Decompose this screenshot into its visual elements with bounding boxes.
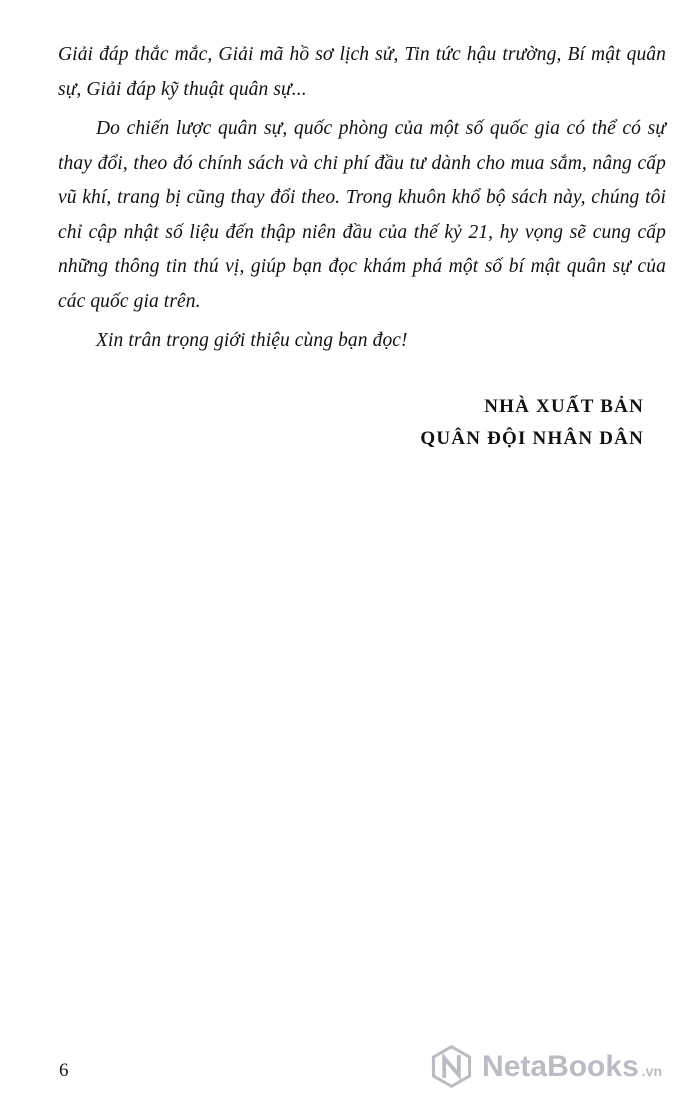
paragraph-closing: Xin trân trọng giới thiệu cùng bạn đọc! xyxy=(96,330,408,351)
publisher-line-2: QUÂN ĐỘI NHÂN DÂN xyxy=(420,427,644,449)
publisher-line-1: NHÀ XUẤT BẢN xyxy=(484,395,644,417)
paragraph-intro: Giải đáp thắc mắc, Giải mã hồ sơ lịch sử, Tin tức hậu trường, Bí mật quân sự, Giải đáp kỹ thuật quân sự... xyxy=(58,44,666,100)
paragraph-body: Do chiến lược quân sự, quốc phòng của một số quốc gia có thể có sự thay đổi, theo đó chính sách và chi phí đầu tư dành cho mua sắm, nâng cấp vũ khí, trang bị cũng thay đổi theo. Trong khuôn khổ bộ sách này, chúng tôi chỉ cập nhật số liệu đến thập niên đầu của thế kỷ 21, hy vọng sẽ cung cấp những thông tin thú vị, giúp bạn đọc khám phá một số bí mật quân sự của các quốc gia trên. xyxy=(58,118,666,312)
watermark-suffix: .vn xyxy=(641,1062,662,1079)
watermark-text xyxy=(482,1049,662,1083)
watermark-name: NetaBooks xyxy=(482,1049,639,1083)
watermark xyxy=(430,1045,662,1088)
page-content xyxy=(58,38,666,455)
netabooks-logo-icon xyxy=(430,1045,473,1088)
publisher-signature xyxy=(58,391,666,455)
page-number: 6 xyxy=(59,1060,69,1081)
